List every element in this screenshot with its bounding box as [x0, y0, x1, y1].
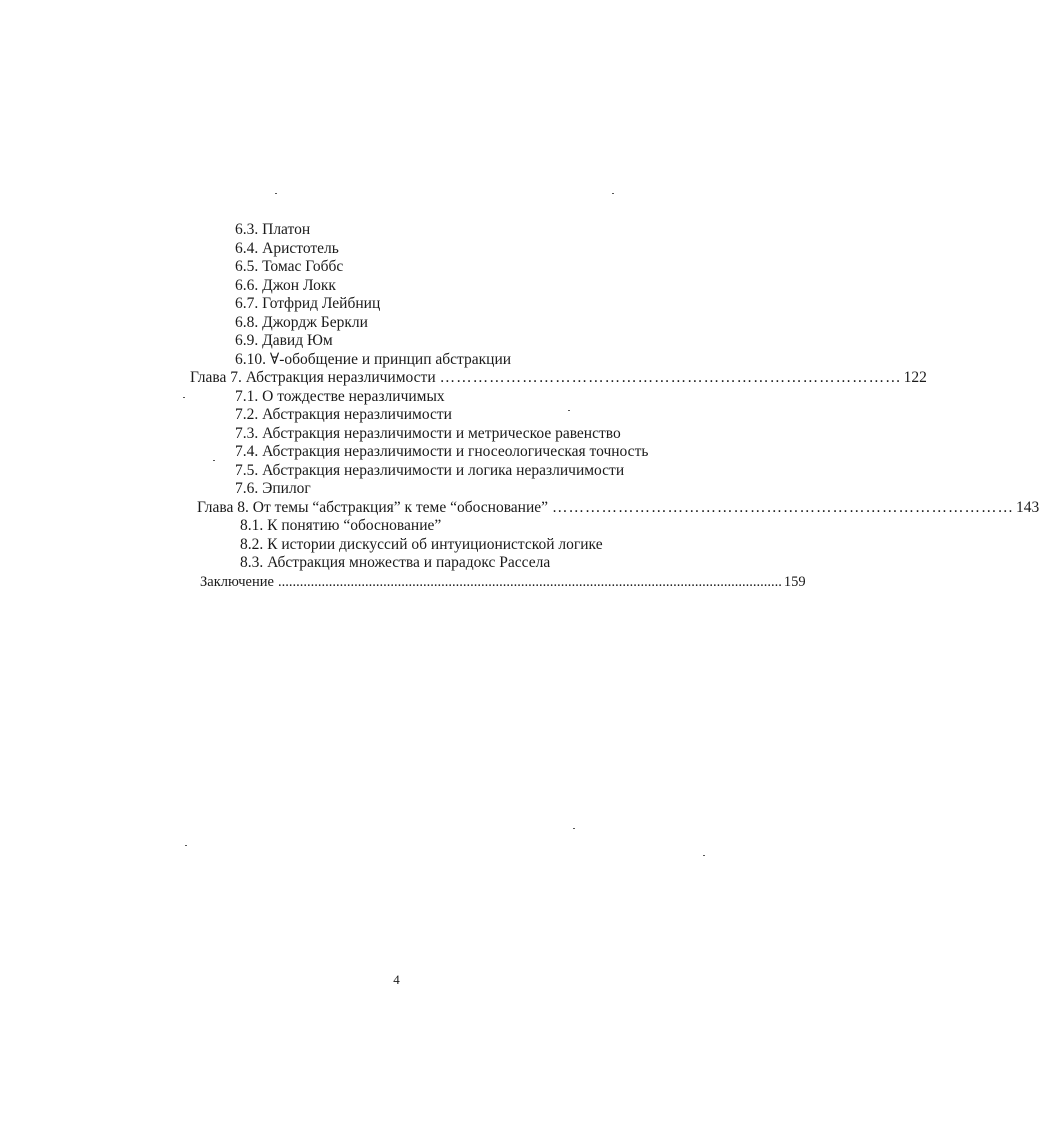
- toc-entry-7-5: 7.5. Абстракция неразличимости и логика неразличимости: [235, 462, 625, 479]
- toc-entry-6-3: 6.3. Платон: [235, 221, 311, 238]
- scan-speck: [185, 845, 187, 846]
- toc-entry-6-5: 6.5. Томас Гоббс: [235, 258, 344, 275]
- toc-entry-6-10: 6.10. ∀-обобщение и принцип абстракции: [235, 351, 512, 368]
- toc-entry-8-2: 8.2. К истории дискуссий об интуиционистской логике: [240, 536, 603, 553]
- toc-entry-7-1: 7.1. О тождестве неразличимых: [235, 388, 445, 405]
- toc-entry-7-2: 7.2. Абстракция неразличимости: [235, 406, 452, 423]
- scan-speck: [213, 460, 215, 461]
- toc-leader-dots: ...........................................................................................................................................: [277, 574, 782, 590]
- toc-chapter-8: [197, 499, 1039, 517]
- toc-entry-7-3: 7.3. Абстракция неразличимости и метрическое равенство: [235, 425, 621, 442]
- toc-entry-6-4: 6.4. Аристотель: [235, 240, 339, 257]
- scan-speck: [275, 193, 277, 194]
- toc-entry-7-4: 7.4. Абстракция неразличимости и гносеологическая точность: [235, 443, 649, 460]
- toc-chapter-7: [190, 369, 927, 387]
- scan-speck: [568, 410, 570, 411]
- toc-leader-dots: …………………………………………………………………………: [439, 369, 902, 386]
- toc-leader-dots: …………………………………………………………………………: [552, 499, 1015, 516]
- toc-chapter-7-title: Глава 7. Абстракция неразличимости: [190, 369, 436, 386]
- toc-conclusion-page: 159: [783, 574, 806, 590]
- toc-chapter-8-title: Глава 8. От темы “абстракция” к теме “обоснование”: [197, 499, 549, 516]
- toc-entry-6-7: 6.7. Готфрид Лейбниц: [235, 295, 381, 312]
- scan-speck: [612, 193, 614, 194]
- toc-entry-6-6: 6.6. Джон Локк: [235, 277, 336, 294]
- toc-entry-6-8: 6.8. Джордж Беркли: [235, 314, 368, 331]
- scan-speck: [183, 397, 185, 398]
- toc-conclusion: [200, 573, 806, 591]
- toc-chapter-8-page: 143: [1016, 499, 1039, 516]
- scan-speck: [703, 855, 705, 856]
- toc-entry-8-3: 8.3. Абстракция множества и парадокс Рассела: [240, 554, 551, 571]
- toc-entry-6-9: 6.9. Давид Юм: [235, 332, 333, 349]
- toc-conclusion-title: Заключение: [200, 574, 274, 590]
- toc-entry-8-1: 8.1. К понятию “обоснование”: [240, 517, 442, 534]
- scan-speck: [573, 828, 575, 829]
- toc-entry-7-6: 7.6. Эпилог: [235, 480, 311, 497]
- toc-chapter-7-page: 122: [903, 369, 927, 386]
- page-number: 4: [393, 972, 400, 987]
